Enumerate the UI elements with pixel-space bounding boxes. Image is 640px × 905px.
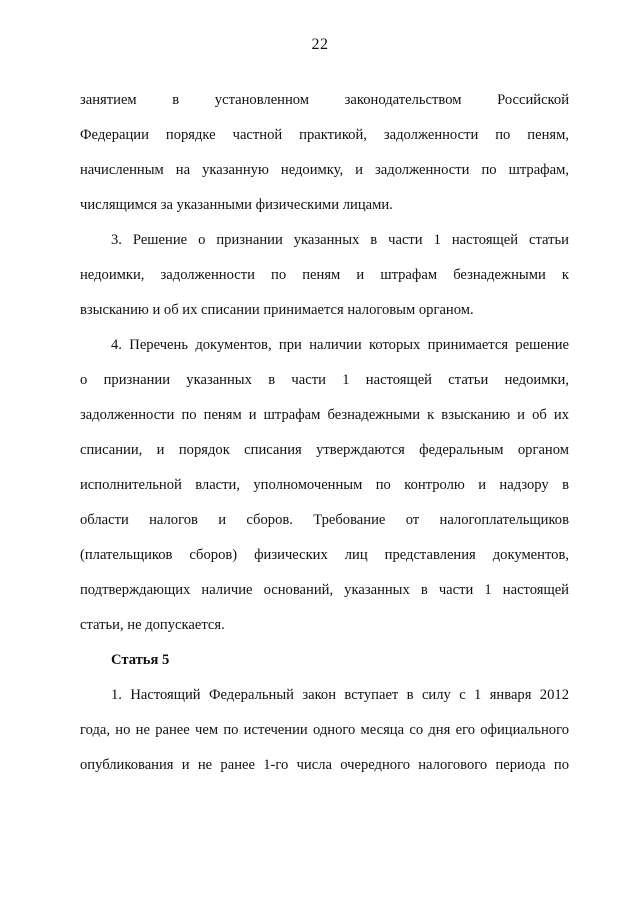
text-line: области налогов и сборов. Требование от налогоплательщиков [80,512,569,528]
article-heading: Статья 5 [111,652,170,668]
text-line: занятием в установленном законодательством Российской [80,92,569,108]
document-body [80,86,569,786]
text-line: года, но не ранее чем по истечении одного месяца со дня его официального [80,722,569,738]
text-line: о признании указанных в части 1 настоящей статьи недоимки, [80,372,569,388]
paragraph-start-line: 3. Решение о признании указанных в части 1 настоящей статьи [111,232,569,248]
text-line: (плательщиков сборов) физических лиц представления документов, [80,547,569,563]
page-number: 22 [311,36,329,53]
text-line: списании, и порядок списания утверждаются федеральным органом [80,442,569,458]
text-line: статьи, не допускается. [80,617,225,633]
paragraph-start-line: 4. Перечень документов, при наличии которых принимается решение [111,337,569,353]
text-line: Федерации порядке частной практикой, задолженности по пеням, [80,127,569,143]
text-line: начисленным на указанную недоимку, и задолженности по штрафам, [80,162,569,178]
paragraph-start-line: 1. Настоящий Федеральный закон вступает в силу с 1 января 2012 [111,687,569,703]
text-line: недоимки, задолженности по пеням и штрафам безнадежными к [80,267,569,283]
text-line: подтверждающих наличие оснований, указанных в части 1 настоящей [80,582,569,598]
text-line: числящимся за указанными физическими лицами. [80,197,393,213]
text-line: взысканию и об их списании принимается налоговым органом. [80,302,474,318]
text-line: задолженности по пеням и штрафам безнадежными к взысканию и об их [80,407,569,423]
text-line: исполнительной власти, уполномоченным по контролю и надзору в [80,477,569,493]
text-line: опубликования и не ранее 1-го числа очередного налогового периода по [80,757,569,773]
